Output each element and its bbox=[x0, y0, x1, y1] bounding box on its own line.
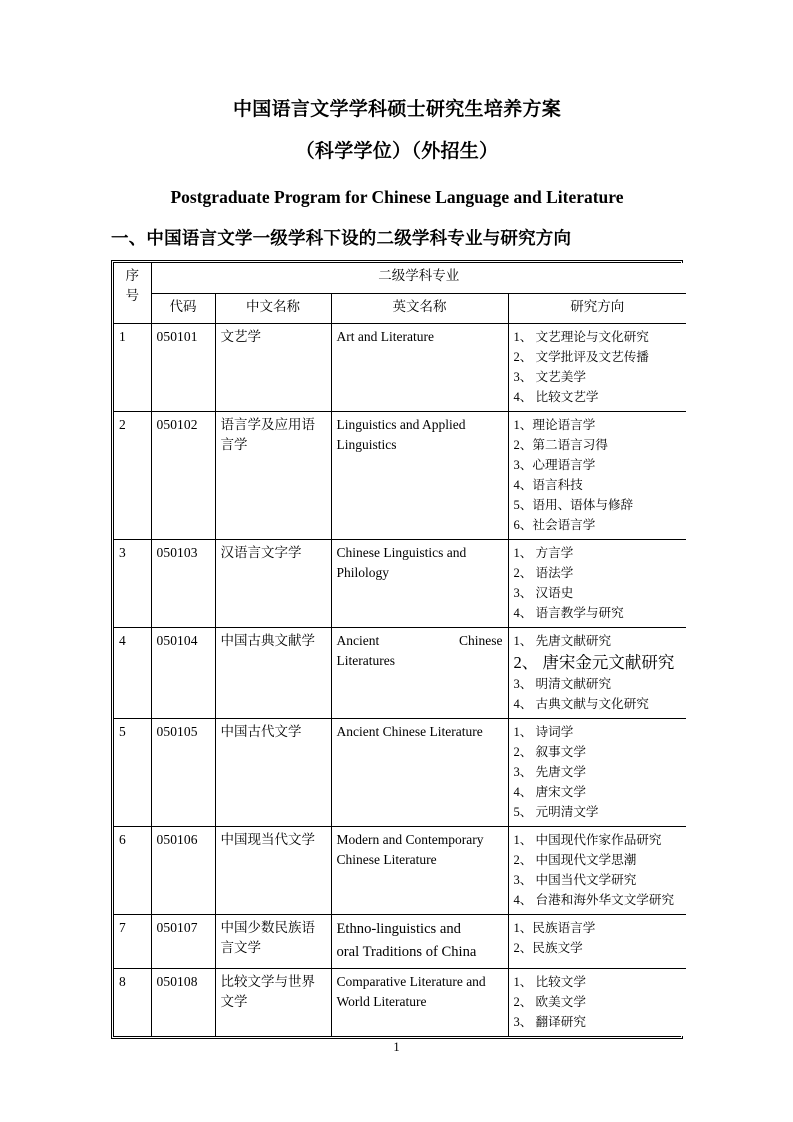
research-direction-item: 3、 明清文献研究 bbox=[513, 676, 612, 691]
research-direction-item: 4、 古典文献与文化研究 bbox=[513, 696, 649, 711]
name-english-line: Chinese Linguistics and bbox=[336, 544, 467, 560]
research-direction-item: 2、 语法学 bbox=[513, 565, 574, 580]
research-direction-item: 1、民族语言学 bbox=[513, 920, 596, 935]
research-direction-item: 1、 先唐文献研究 bbox=[513, 633, 612, 648]
table-row bbox=[114, 968, 686, 1036]
research-direction-list bbox=[514, 918, 682, 958]
cell-name-chinese: 汉语言文字学 bbox=[215, 539, 331, 627]
research-direction-item: 1、 诗词学 bbox=[513, 724, 574, 739]
page-subtitle-chinese: （科学学位）（外招生） bbox=[295, 141, 499, 162]
cell-research-directions bbox=[508, 323, 686, 411]
discipline-table-wrapper bbox=[111, 260, 683, 1039]
research-direction-item: 2、 欧美文学 bbox=[513, 994, 586, 1009]
name-english-line: Linguistics bbox=[336, 436, 397, 452]
cell-code: 050107 bbox=[151, 914, 215, 968]
name-english-line: Philology bbox=[336, 564, 390, 580]
research-direction-item: 5、语用、语体与修辞 bbox=[513, 497, 634, 512]
cell-research-directions bbox=[508, 627, 686, 718]
research-direction-item: 3、 翻译研究 bbox=[513, 1014, 586, 1029]
research-direction-item: 2、民族文学 bbox=[513, 940, 583, 955]
table-row bbox=[114, 826, 686, 914]
cell-name-english bbox=[331, 914, 508, 968]
discipline-table bbox=[114, 263, 686, 1036]
header-sequence-line2: 号 bbox=[125, 288, 139, 303]
research-direction-item: 4、语言科技 bbox=[513, 477, 583, 492]
research-direction-list bbox=[514, 543, 682, 623]
cell-sequence: 1 bbox=[114, 323, 151, 411]
cell-name-english bbox=[331, 323, 508, 411]
research-direction-list bbox=[514, 631, 682, 714]
research-direction-item: 2、 文学批评及文艺传播 bbox=[513, 349, 649, 364]
cell-name-english bbox=[331, 627, 508, 718]
cell-sequence: 2 bbox=[114, 411, 151, 539]
cell-research-directions bbox=[508, 826, 686, 914]
cell-name-english bbox=[331, 968, 508, 1036]
research-direction-item: 2、第二语言习得 bbox=[513, 437, 608, 452]
research-direction-item: 4、 台港和海外华文文学研究 bbox=[513, 892, 675, 907]
cell-code: 050108 bbox=[151, 968, 215, 1036]
research-direction-item: 1、 中国现代作家作品研究 bbox=[513, 832, 662, 847]
research-direction-list bbox=[514, 972, 682, 1032]
cell-sequence: 6 bbox=[114, 826, 151, 914]
table-row bbox=[114, 411, 686, 539]
research-direction-item: 1、 方言学 bbox=[513, 545, 574, 560]
page-title-chinese: 中国语言文学学科硕士研究生培养方案 bbox=[232, 99, 562, 120]
cell-name-chinese: 中国少数民族语言文学 bbox=[215, 914, 331, 968]
document-body bbox=[111, 95, 683, 1039]
name-english-line: Linguistics and Applied bbox=[336, 416, 466, 432]
name-english-line: Comparative Literature and bbox=[336, 973, 486, 989]
table-row bbox=[114, 627, 686, 718]
cell-code: 050106 bbox=[151, 826, 215, 914]
page-title-english: Postgraduate Program for Chinese Language and Literature bbox=[170, 187, 624, 207]
name-english-line: Chinese Literature bbox=[336, 851, 437, 867]
name-english-line: Ethno-linguistics and bbox=[336, 920, 461, 937]
research-direction-item: 4、 比较文艺学 bbox=[513, 389, 599, 404]
cell-name-english bbox=[331, 826, 508, 914]
cell-sequence: 5 bbox=[114, 718, 151, 826]
table-row bbox=[114, 323, 686, 411]
research-direction-item: 3、心理语言学 bbox=[513, 457, 596, 472]
name-english-line: oral Traditions of China bbox=[336, 943, 477, 960]
cell-research-directions bbox=[508, 968, 686, 1036]
research-direction-list bbox=[514, 830, 682, 910]
cell-name-chinese: 中国古典文献学 bbox=[215, 627, 331, 718]
research-direction-item: 4、 语言教学与研究 bbox=[513, 605, 624, 620]
cell-name-english bbox=[331, 539, 508, 627]
research-direction-list bbox=[514, 327, 682, 407]
header-group-label: 二级学科专业 bbox=[151, 263, 686, 293]
section-heading-1: 一、中国语言文学一级学科下设的二级学科专业与研究方向 bbox=[111, 228, 572, 248]
cell-sequence: 7 bbox=[114, 914, 151, 968]
cell-sequence: 4 bbox=[114, 627, 151, 718]
cell-research-directions bbox=[508, 718, 686, 826]
header-sequence-line1: 序 bbox=[125, 268, 139, 283]
header-column-directions: 研究方向 bbox=[508, 293, 686, 323]
research-direction-item: 1、 文艺理论与文化研究 bbox=[513, 329, 649, 344]
cell-sequence: 3 bbox=[114, 539, 151, 627]
cell-name-chinese: 语言学及应用语言学 bbox=[215, 411, 331, 539]
name-english-line: Ancient Chinese Literature bbox=[336, 723, 483, 739]
name-english-line: Literatures bbox=[336, 652, 395, 668]
table-row bbox=[114, 718, 686, 826]
name-english-line: Modern and Contemporary bbox=[336, 831, 484, 847]
research-direction-item: 3、 汉语史 bbox=[513, 585, 574, 600]
research-direction-list bbox=[514, 415, 682, 535]
header-column-name-cn: 中文名称 bbox=[215, 293, 331, 323]
research-direction-item: 6、社会语言学 bbox=[513, 517, 596, 532]
name-english-line: Ancient Chinese bbox=[336, 632, 503, 648]
research-direction-item: 1、 比较文学 bbox=[513, 974, 586, 989]
cell-name-english bbox=[331, 718, 508, 826]
table-header-row-group bbox=[114, 263, 686, 293]
cell-code: 050101 bbox=[151, 323, 215, 411]
page-number: 1 bbox=[393, 1040, 400, 1054]
cell-code: 050104 bbox=[151, 627, 215, 718]
research-direction-list bbox=[514, 722, 682, 822]
research-direction-item: 5、 元明清文学 bbox=[513, 804, 599, 819]
research-direction-item: 2、 中国现代文学思潮 bbox=[513, 852, 637, 867]
research-direction-item: 1、理论语言学 bbox=[513, 417, 596, 432]
cell-sequence: 8 bbox=[114, 968, 151, 1036]
cell-research-directions bbox=[508, 411, 686, 539]
cell-name-chinese: 中国现当代文学 bbox=[215, 826, 331, 914]
header-column-name-en: 英文名称 bbox=[331, 293, 508, 323]
cell-name-chinese: 文艺学 bbox=[215, 323, 331, 411]
research-direction-item: 3、 文艺美学 bbox=[513, 369, 586, 384]
header-sequence bbox=[114, 263, 151, 323]
cell-code: 050102 bbox=[151, 411, 215, 539]
research-direction-item: 3、 中国当代文学研究 bbox=[513, 872, 637, 887]
header-column-code: 代码 bbox=[151, 293, 215, 323]
research-direction-item: 4、 唐宋文学 bbox=[513, 784, 586, 799]
table-header-row-columns bbox=[114, 293, 686, 323]
table-row bbox=[114, 914, 686, 968]
cell-code: 050103 bbox=[151, 539, 215, 627]
cell-research-directions bbox=[508, 914, 686, 968]
name-english-line: Art and Literature bbox=[336, 328, 434, 344]
research-direction-item: 2、 叙事文学 bbox=[513, 744, 586, 759]
cell-name-english bbox=[331, 411, 508, 539]
name-english-line: World Literature bbox=[336, 993, 427, 1009]
cell-code: 050105 bbox=[151, 718, 215, 826]
research-direction-item: 3、 先唐文学 bbox=[513, 764, 586, 779]
research-direction-item: 2、 唐宋金元文献研究 bbox=[513, 652, 675, 672]
table-row bbox=[114, 539, 686, 627]
cell-name-chinese: 中国古代文学 bbox=[215, 718, 331, 826]
cell-research-directions bbox=[508, 539, 686, 627]
cell-name-chinese: 比较文学与世界文学 bbox=[215, 968, 331, 1036]
